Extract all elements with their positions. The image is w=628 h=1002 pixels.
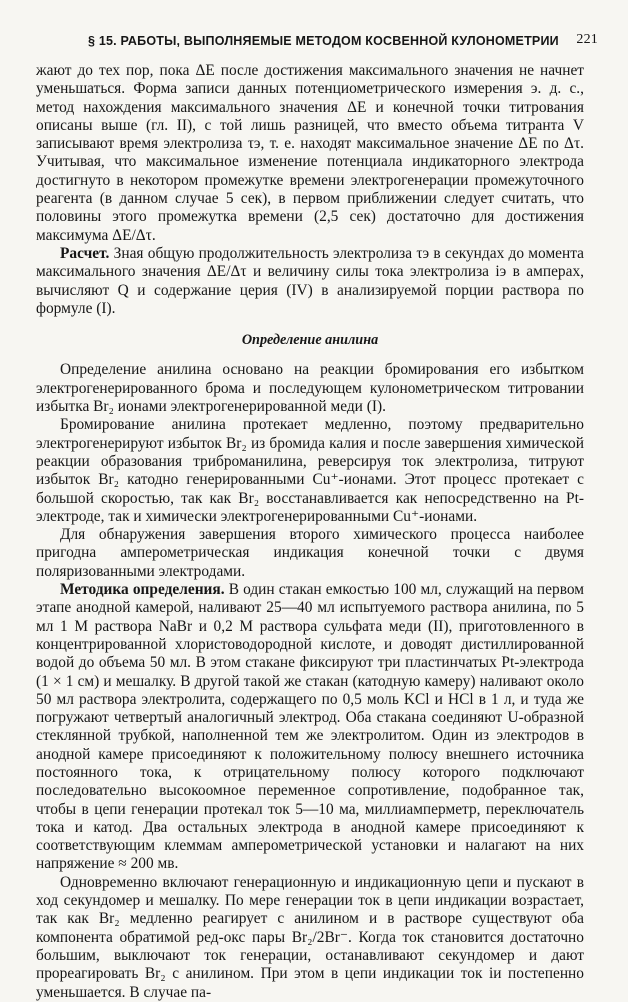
paragraph-text: Зная общую продолжительность электролиза τэ в секундах до момента максимального значения ΔE/Δτ и величину силы тока электролиза iэ в амперах, вычисляют Q и содержание церия (IV) в анализируемой порции раствора по формуле (I). [36,244,584,317]
paragraph-lead: Расчет. [60,244,110,262]
paragraph-text: Одновременно включают генерационную и индикационную цепи и пускают в ход секундомер и мешалку. По мере генерации ток в цепи индикации возрастает, так как Br₂ медленно реагирует с анилином и в растворе существуют оба компонента обратимой ред-окс пары Br₂/2Br⁻. Когда ток становится достаточно большим, выключают ток генерации, останавливают секундомер и дают прореагировать Br₂ с анилином. При этом в цепи индикации ток iи постепенно уменьшается. В случае па- [36,873,584,1001]
paragraph-text: Для обнаружения завершения второго химического процесса наиболее пригодна амперометрическая индикация конечной точки с двумя поляризованными электродами. [36,526,584,580]
paragraph-indication [36,526,584,581]
paragraph-aniline-principle [36,361,584,416]
page-body [36,62,584,1002]
paragraph-text: жают до тех пор, пока ΔE после достижения максимального значения не начнет уменьшаться. Форма записи данных потенциометрического измерения э. д. с., метод нахождения максимального значения ΔE и конечной точки титрования описаны выше (гл. II), с той лишь разницей, что вместо объема титранта V записывают время электролиза τэ, т. е. находят максимальное значение ΔE по Δτ. Учитывая, что максимальное изменение потенциала индикаторного электрода достигнуто в некотором промежутке времени электрогенерации промежуточного реагента (в данном случае 5 сек), в первом приближении следует считать, что половины этого промежутка времени (2,5 сек) достаточно для достижения максимума ΔE/Δτ. [36,62,584,244]
paragraph-calculation [36,245,584,318]
running-header [40,30,610,52]
section-heading: Определение анилина [241,332,379,349]
paragraph-procedure [36,581,584,874]
paragraph-continued [36,62,584,245]
paragraph-bromination [36,416,584,526]
paragraph-text: Бромирование анилина протекает медленно, поэтому предварительно электрогенерируют избыток Br₂ из бромида калия и после завершения химической реакции образования триброманилина, реверсируя ток электролиза, титруют избыток Br₂ катодно генерированными Cu⁺-ионами. Этот процесс протекает с большой скоростью, так как Br₂ восстанавливается как непосредственно на Pt-электроде, так и химически электрогенерированными Cu⁺-ионами. [36,416,584,525]
page-number: 221 [576,32,598,47]
paragraph-measurement [36,874,584,1002]
running-title: § 15. РАБОТЫ, ВЫПОЛНЯЕМЫЕ МЕТОДОМ КОСВЕННОЙ КУЛОНОМЕТРИИ [88,34,559,48]
paragraph-lead: Методика определения. [60,581,225,599]
paragraph-text: В один стакан емкостью 100 мл, служащий на первом этапе анодной камерой, наливают 25—40 мл испытуемого раствора анилина, по 5 мл 1 M раствора NaBr и 0,2 M раствора сульфата меди (II), приготовленного в концентрированной хлористоводородной кислоте, и доводят дистиллированной водой до объема 50 мл. В этом стакане фиксируют три пластинчатых Pt-электрода (1 × 1 см) и мешалку. В другой такой же стакан (катодную камеру) наливают около 50 мл раствора электролита, содержащего по 0,5 моль KCl и HCl в 1 л, и туда же погружают четвертый аналогичный электрод. Оба стакана соединяют U-образной стеклянной трубкой, наполненной тем же электролитом. Один из электродов в анодной камере присоединяют к положительному полюсу внешнего источника постоянного тока, к отрицательному полюсу которого подключают последовательно высокоомное переменное сопротивление, подобранное так, чтобы в цепи генерации протекал ток 5—10 ма, миллиамперметр, переключатель тока и катод. Два остальных электрода в анодной камере присоединяют к соответствующим клеммам амперометрической установки и налагают на них напряжение ≈ 200 мв. [36,581,584,873]
paragraph-text: Определение анилина основано на реакции бромирования его избытком электрогенерированного брома и последующем кулонометрическом титровании избытка Br₂ ионами электрогенерированной меди (I). [36,361,584,416]
